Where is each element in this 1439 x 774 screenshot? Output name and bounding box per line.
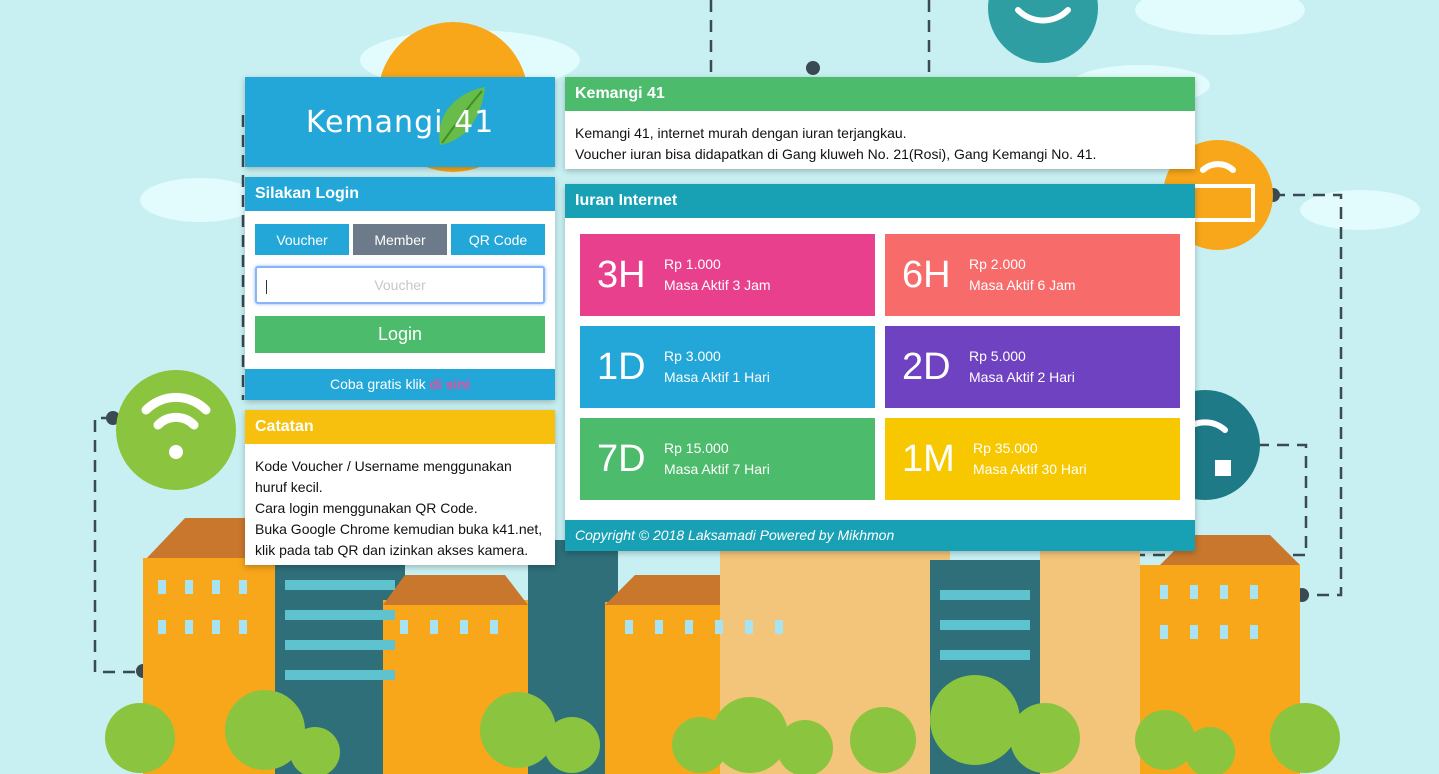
note-line: Kode Voucher / Username menggunakan huruf kecil. bbox=[255, 458, 512, 495]
login-tabs bbox=[245, 224, 555, 255]
info-line: Kemangi 41, internet murah dengan iuran terjangkau. bbox=[575, 125, 907, 141]
plan-price: Rp 2.000 bbox=[969, 256, 1026, 272]
logo-text: Kemangi 41 bbox=[305, 104, 495, 140]
tab-member[interactable]: Member bbox=[353, 224, 447, 255]
tab-qr-code[interactable]: QR Code bbox=[451, 224, 545, 255]
plan-price: Rp 1.000 bbox=[664, 256, 721, 272]
notes-body bbox=[245, 444, 555, 573]
plan-price: Rp 35.000 bbox=[973, 440, 1038, 456]
plan-code: 3H bbox=[597, 254, 646, 296]
plan-card-1m bbox=[885, 418, 1180, 500]
plan-card-3h bbox=[580, 234, 875, 316]
info-panel bbox=[565, 77, 1195, 169]
info-line: Voucher iuran bisa didapatkan di Gang kluweh No. 21(Rosi), Gang Kemangi No. 41. bbox=[575, 146, 1097, 162]
copyright-footer: Copyright © 2018 Laksamadi Powered by Mikhmon bbox=[565, 520, 1195, 551]
plan-card-1d bbox=[580, 326, 875, 408]
free-trial-bar bbox=[245, 369, 555, 400]
plan-price: Rp 3.000 bbox=[664, 348, 721, 364]
plan-card-7d bbox=[580, 418, 875, 500]
plan-code: 6H bbox=[902, 254, 951, 296]
notes-panel-title: Catatan bbox=[245, 410, 555, 444]
plan-duration: Masa Aktif 7 Hari bbox=[664, 461, 770, 477]
free-trial-link[interactable]: di sini bbox=[429, 376, 471, 392]
plan-duration: Masa Aktif 30 Hari bbox=[973, 461, 1087, 477]
plans-panel bbox=[565, 184, 1195, 551]
plan-code: 1M bbox=[902, 438, 955, 480]
plan-code: 7D bbox=[597, 438, 646, 480]
info-panel-title: Kemangi 41 bbox=[565, 77, 1195, 111]
logo-banner bbox=[245, 77, 555, 167]
note-line: Buka Google Chrome kemudian buka k41.net, klik pada tab QR dan izinkan akses kamera. bbox=[255, 521, 543, 558]
plan-duration: Masa Aktif 1 Hari bbox=[664, 369, 770, 385]
plan-duration: Masa Aktif 3 Jam bbox=[664, 277, 771, 293]
plans-panel-title: Iuran Internet bbox=[565, 184, 1195, 218]
plan-code: 1D bbox=[597, 346, 646, 388]
plan-duration: Masa Aktif 6 Jam bbox=[969, 277, 1076, 293]
plan-price: Rp 15.000 bbox=[664, 440, 729, 456]
plan-card-6h bbox=[885, 234, 1180, 316]
note-line: Cara login menggunakan QR Code. bbox=[255, 500, 478, 516]
info-body bbox=[565, 111, 1195, 177]
plan-card-2d bbox=[885, 326, 1180, 408]
login-panel-title: Silakan Login bbox=[245, 177, 555, 211]
text-caret bbox=[266, 280, 267, 294]
notes-panel bbox=[245, 410, 555, 565]
voucher-input[interactable] bbox=[255, 266, 545, 304]
plan-code: 2D bbox=[902, 346, 951, 388]
plan-price: Rp 5.000 bbox=[969, 348, 1026, 364]
tab-voucher[interactable]: Voucher bbox=[255, 224, 349, 255]
login-button[interactable]: Login bbox=[255, 316, 545, 353]
login-panel bbox=[245, 177, 555, 400]
free-trial-text: Coba gratis klik bbox=[329, 376, 430, 392]
plan-duration: Masa Aktif 2 Hari bbox=[969, 369, 1075, 385]
